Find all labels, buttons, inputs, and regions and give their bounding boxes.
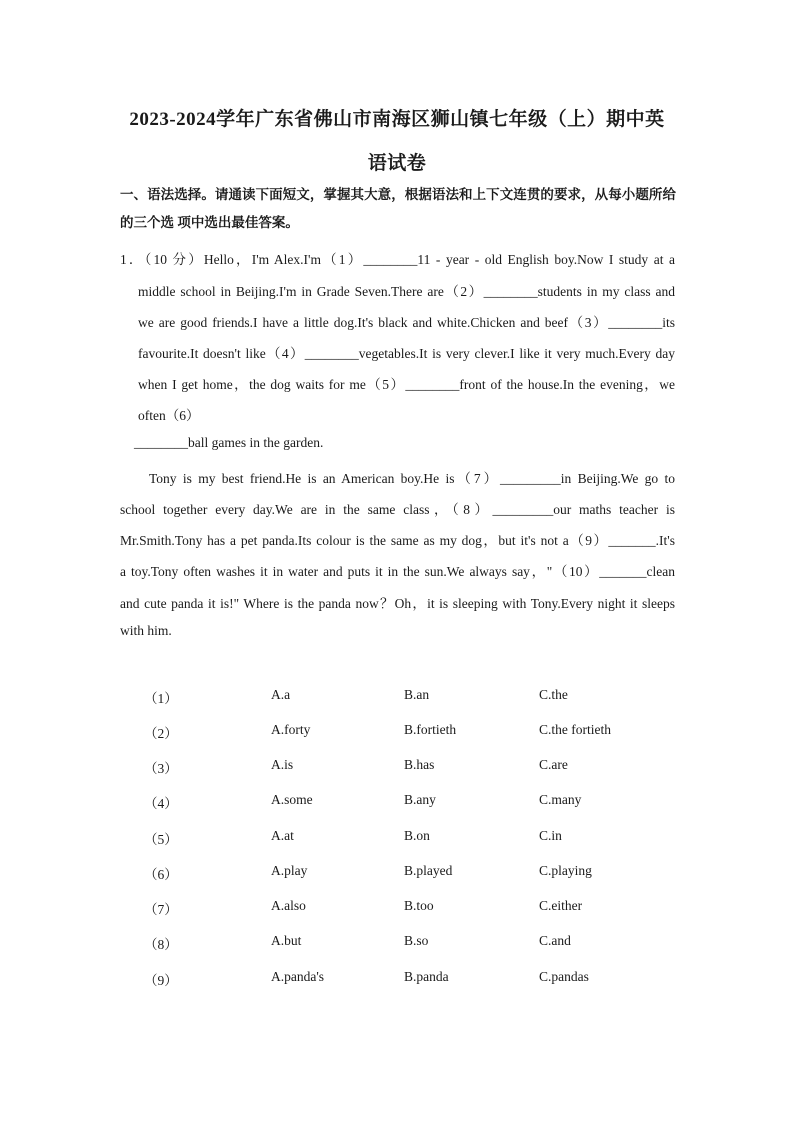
question-line: we are good friends.I have a little dog.It's black and white.Chicken and beef（3）________its bbox=[138, 315, 675, 330]
option-a: A.but bbox=[271, 933, 302, 948]
option-number: （4） bbox=[144, 796, 178, 811]
option-number: （2） bbox=[144, 726, 178, 741]
option-number: （9） bbox=[144, 973, 178, 988]
option-b: B.on bbox=[404, 828, 430, 843]
option-a: A.at bbox=[271, 828, 294, 843]
question-line: a toy.Tony often washes it in water and puts it in the sun.We always say，"（10）_______clean bbox=[120, 564, 675, 579]
option-c: C.pandas bbox=[539, 969, 589, 984]
question-line: when I get home，the dog waits for me（5）________front of the house.In the evening，we bbox=[138, 377, 675, 392]
option-row bbox=[144, 863, 664, 887]
question-line: ________ball games in the garden. bbox=[134, 435, 324, 450]
option-row bbox=[144, 722, 664, 746]
option-b: B.an bbox=[404, 687, 430, 702]
option-a: A.is bbox=[271, 757, 294, 772]
option-a: A.also bbox=[271, 898, 306, 913]
option-c: C.many bbox=[539, 792, 582, 807]
option-row bbox=[144, 687, 664, 711]
option-c: C.in bbox=[539, 828, 562, 843]
option-b: B.any bbox=[404, 792, 436, 807]
question-line: Mr.Smith.Tony has a pet panda.Its colour is the same as my dog，but it's not a（9）_______.It's bbox=[120, 533, 675, 548]
question-line: school together every day.We are in the same class，（8）_________our maths teacher is bbox=[120, 502, 675, 517]
option-number: （5） bbox=[144, 832, 178, 847]
option-a: A.a bbox=[271, 687, 291, 702]
question-line: often（6） bbox=[138, 408, 200, 423]
option-c: C.either bbox=[539, 898, 583, 913]
option-row bbox=[144, 969, 664, 993]
option-b: B.so bbox=[404, 933, 429, 948]
question-line: middle school in Beijing.I'm in Grade Seven.There are（2）________students in my class and bbox=[138, 284, 675, 299]
option-row bbox=[144, 898, 664, 922]
option-c: C.the fortieth bbox=[539, 722, 611, 737]
question-line: 1．（10 分）Hello，I'm Alex.I'm（1）________11 - year - old English boy.Now I study at a bbox=[120, 252, 675, 267]
option-b: B.panda bbox=[404, 969, 449, 984]
option-number: （1） bbox=[144, 691, 178, 706]
exam-title-line-2: 语试卷 bbox=[367, 153, 427, 174]
question-line: favourite.It doesn't like（4）________vegetables.It is very clever.I like it very much.Every day bbox=[138, 346, 675, 361]
question-line: and cute panda it is!" Where is the panda now？Oh，it is sleeping with Tony.Every night it sleeps bbox=[120, 596, 675, 611]
option-number: （6） bbox=[144, 867, 178, 882]
option-b: B.has bbox=[404, 757, 435, 772]
option-b: B.too bbox=[404, 898, 434, 913]
option-row bbox=[144, 792, 664, 816]
option-a: A.forty bbox=[271, 722, 311, 737]
option-row bbox=[144, 828, 664, 852]
option-number: （3） bbox=[144, 761, 178, 776]
option-a: A.some bbox=[271, 792, 313, 807]
exam-title-line-1: 2023-2024学年广东省佛山市南海区狮山镇七年级（上）期中英 bbox=[129, 109, 665, 130]
option-number: （8） bbox=[144, 937, 178, 952]
option-number: （7） bbox=[144, 902, 178, 917]
option-c: C.the bbox=[539, 687, 568, 702]
question-line: Tony is my best friend.He is an American boy.He is（7）_________in Beijing.We go to bbox=[149, 471, 675, 486]
option-c: C.are bbox=[539, 757, 568, 772]
option-row bbox=[144, 757, 664, 781]
option-c: C.playing bbox=[539, 863, 592, 878]
option-row bbox=[144, 933, 664, 957]
question-line: with him. bbox=[120, 623, 172, 638]
section-heading: 一、语法选择。请通读下面短文，掌握其大意，根据语法和上下文连贯的要求，从每小题所给的三个选 项中选出最佳答案。 bbox=[120, 187, 676, 230]
option-c: C.and bbox=[539, 933, 571, 948]
option-a: A.play bbox=[271, 863, 308, 878]
option-b: B.played bbox=[404, 863, 453, 878]
option-a: A.panda's bbox=[271, 969, 325, 984]
option-b: B.fortieth bbox=[404, 722, 457, 737]
